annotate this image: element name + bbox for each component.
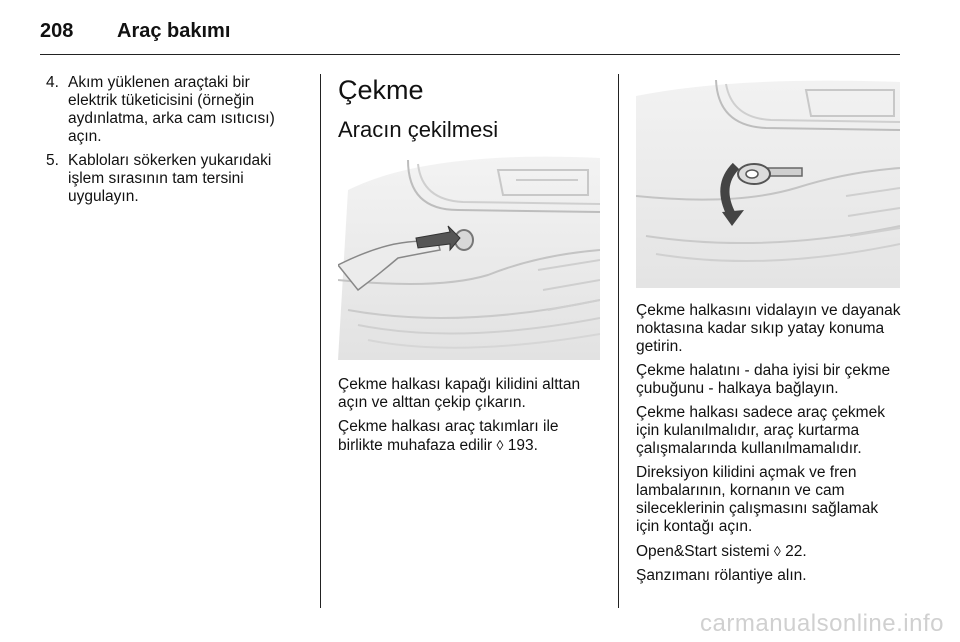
paragraph: Direksiyon kilidini açmak ve fren lambalarının, kornanın ve cam sileceklerinin çalışmasını sağlamak için kontağı açın. [636, 464, 879, 535]
page-header [40, 14, 900, 55]
paragraph: Çekme halkası kapağı kilidini alttan açın ve alttan çekip çıkarın. [338, 376, 581, 411]
paragraph: Çekme halatını - daha iyisi bir çekme çubuğunu - halkaya bağlayın. [636, 362, 891, 397]
paragraph-text: Open&Start sistemi [636, 543, 770, 560]
chapter-title: Araç bakımı [117, 20, 231, 42]
column-2 [338, 74, 600, 144]
step-number: 4. [46, 74, 59, 91]
list-item [46, 74, 286, 146]
step-text: Kabloları sökerken yukarıdaki işlem sırasının tam tersini uygulayın. [68, 152, 272, 205]
cross-reference-icon: ◊ [773, 543, 781, 559]
paragraph-text: Çekme halkası araç takımları ile birlikte muhafaza edilir [338, 418, 559, 454]
step-number: 5. [46, 152, 59, 169]
paragraph: Çekme halkasını vidalayın ve dayanak noktasına kadar sıkıp yatay konuma getirin. [636, 302, 901, 355]
step-list [46, 74, 286, 206]
step-text: Akım yüklenen araçtaki bir elektrik tüketicisini (örneğin aydınlatma, arka cam ısıtıcısı) açın. [68, 74, 275, 145]
column-2-text [338, 376, 600, 461]
paragraph [338, 418, 600, 455]
tow-eye-illustration [636, 76, 900, 288]
column-3-text [636, 302, 904, 591]
paragraph: Şanzımanı rölantiye alın. [636, 567, 807, 584]
tow-cover-illustration [338, 150, 600, 360]
section-title: Çekme [338, 75, 424, 105]
cross-reference-page: 22. [785, 543, 807, 560]
paragraph [636, 542, 904, 561]
column-divider [320, 74, 321, 608]
list-item [46, 152, 286, 206]
cross-reference-page: 193. [507, 437, 538, 454]
watermark: carmanualsonline.info [700, 610, 944, 637]
cross-reference-icon: ◊ [496, 437, 504, 453]
paragraph: Çekme halkası sadece araç çekmek için kulanılmalıdır, araç kurtarma çalışmalarında kullanılmamalıdır. [636, 404, 885, 457]
page-number: 208 [40, 20, 74, 42]
column-1 [46, 74, 286, 212]
section-subtitle: Aracın çekilmesi [338, 117, 499, 142]
column-divider [618, 74, 619, 608]
